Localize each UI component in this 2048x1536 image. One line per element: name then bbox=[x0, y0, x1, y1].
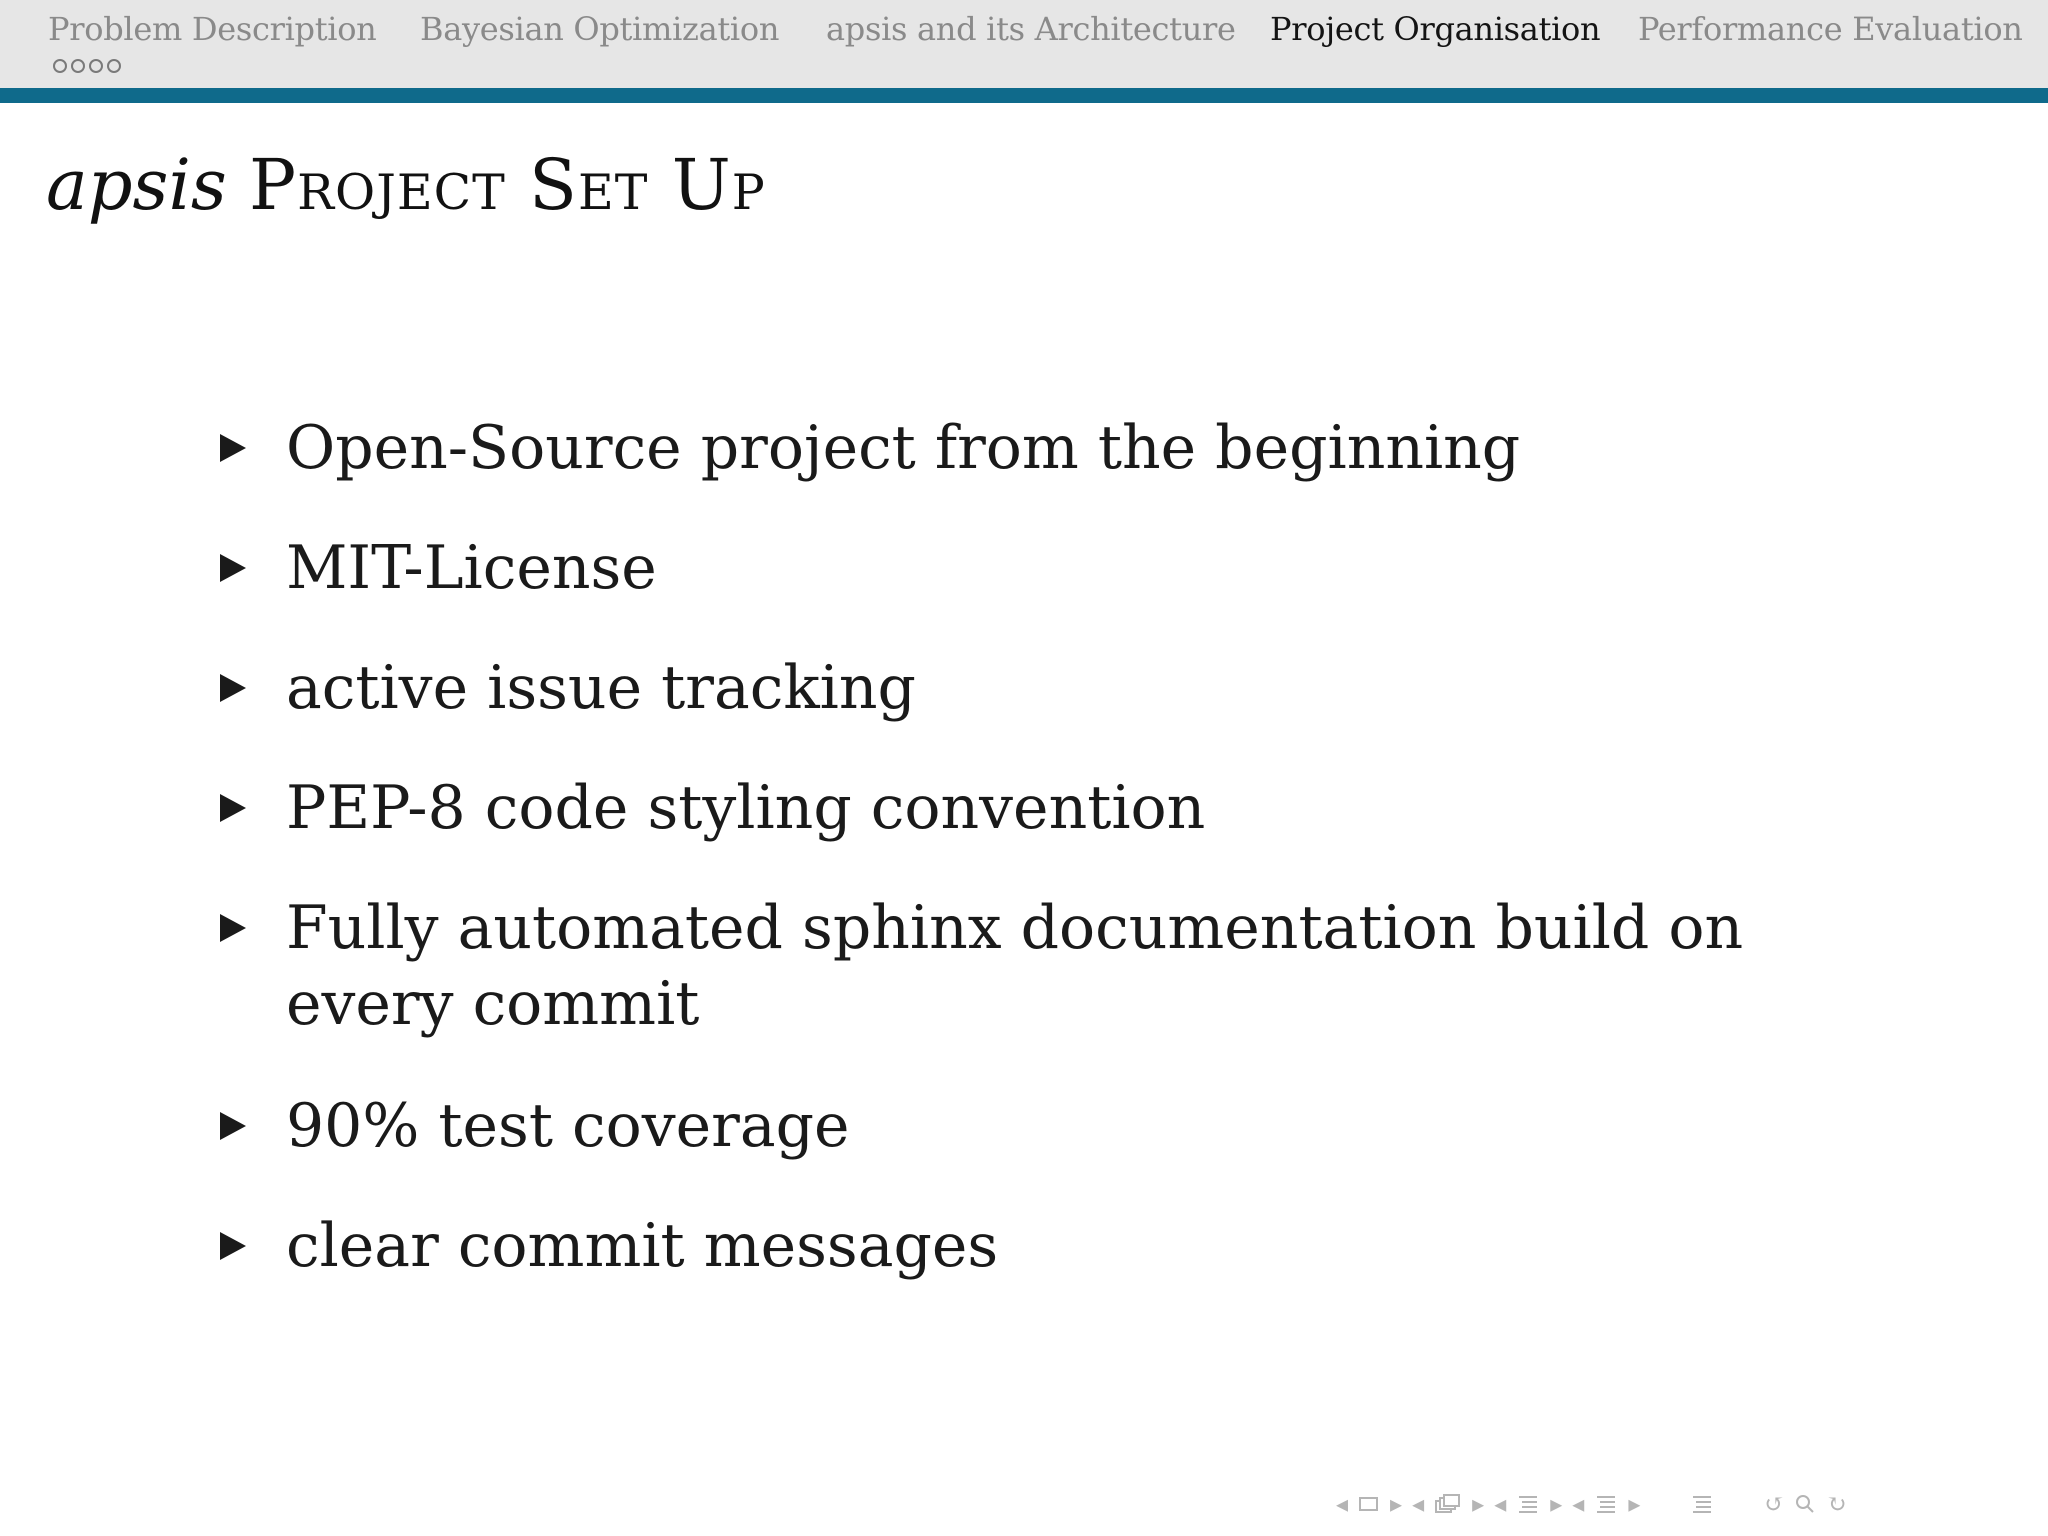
bullet-text: PEP-8 code styling convention bbox=[286, 773, 1206, 843]
bullet-triangle-icon bbox=[220, 914, 246, 942]
progress-dot[interactable] bbox=[107, 59, 121, 73]
subsection-progress-dots bbox=[53, 59, 121, 73]
toc-icon[interactable] bbox=[1690, 1493, 1714, 1515]
header-divider bbox=[0, 88, 2048, 103]
progress-dot[interactable] bbox=[89, 59, 103, 73]
bullet-triangle-icon bbox=[220, 434, 246, 462]
nav-problem-description[interactable]: Problem Description bbox=[48, 10, 377, 48]
nav-bayesian-optimization[interactable]: Bayesian Optimization bbox=[420, 10, 780, 48]
list-item bbox=[220, 650, 1846, 726]
list-item bbox=[220, 1208, 1846, 1284]
prev-subsection-icon[interactable]: ◂ bbox=[1412, 1490, 1425, 1518]
nav-apsis-architecture[interactable]: apsis and its Architecture bbox=[826, 10, 1236, 48]
prev-frame-icon[interactable]: ◂ bbox=[1336, 1490, 1349, 1518]
bullet-triangle-icon bbox=[220, 1112, 246, 1140]
nav-project-organisation[interactable]: Project Organisation bbox=[1270, 10, 1601, 48]
bullet-text: Open-Source project from the beginning bbox=[286, 413, 1521, 483]
search-icon[interactable] bbox=[1794, 1493, 1816, 1515]
bullet-triangle-icon bbox=[220, 674, 246, 702]
slide-list-icon[interactable] bbox=[1594, 1493, 1618, 1515]
bullet-text: Fully automated sphinx documentation build on every commit bbox=[286, 893, 1744, 1039]
redo-icon[interactable]: ↻ bbox=[1826, 1490, 1847, 1518]
next-frame-icon[interactable]: ▸ bbox=[1390, 1490, 1403, 1518]
progress-dot[interactable] bbox=[53, 59, 67, 73]
slide-title-text: Project Set Up bbox=[249, 144, 766, 226]
prev-section-icon[interactable]: ◂ bbox=[1494, 1490, 1507, 1518]
bullet-text: 90% test coverage bbox=[286, 1091, 850, 1161]
prev-slide-icon[interactable]: ◂ bbox=[1572, 1490, 1585, 1518]
bullet-triangle-icon bbox=[220, 794, 246, 822]
section-navigation-bar bbox=[0, 0, 2048, 88]
slide-title-italic: apsis bbox=[46, 144, 227, 226]
list-item bbox=[220, 410, 1846, 486]
bullet-text: active issue tracking bbox=[286, 653, 916, 723]
next-section-icon[interactable]: ▸ bbox=[1550, 1490, 1563, 1518]
list-item bbox=[220, 530, 1846, 606]
undo-icon[interactable]: ↺ bbox=[1764, 1490, 1785, 1518]
section-icon[interactable] bbox=[1516, 1493, 1540, 1515]
bullet-text: MIT-License bbox=[286, 533, 657, 603]
beamer-navigation-symbols bbox=[1336, 1490, 1847, 1518]
list-item bbox=[220, 890, 1846, 1042]
bullet-triangle-icon bbox=[220, 554, 246, 582]
nav-performance-evaluation[interactable]: Performance Evaluation bbox=[1638, 10, 2023, 48]
bullet-triangle-icon bbox=[220, 1232, 246, 1260]
subsection-icon[interactable] bbox=[1434, 1493, 1462, 1515]
list-item bbox=[220, 1088, 1846, 1164]
next-subsection-icon[interactable]: ▸ bbox=[1472, 1490, 1485, 1518]
progress-dot[interactable] bbox=[71, 59, 85, 73]
bullet-text: clear commit messages bbox=[286, 1211, 999, 1281]
frame-icon[interactable] bbox=[1358, 1495, 1380, 1513]
slide-title bbox=[46, 144, 766, 226]
next-slide-icon[interactable]: ▸ bbox=[1628, 1490, 1641, 1518]
list-item bbox=[220, 770, 1846, 846]
